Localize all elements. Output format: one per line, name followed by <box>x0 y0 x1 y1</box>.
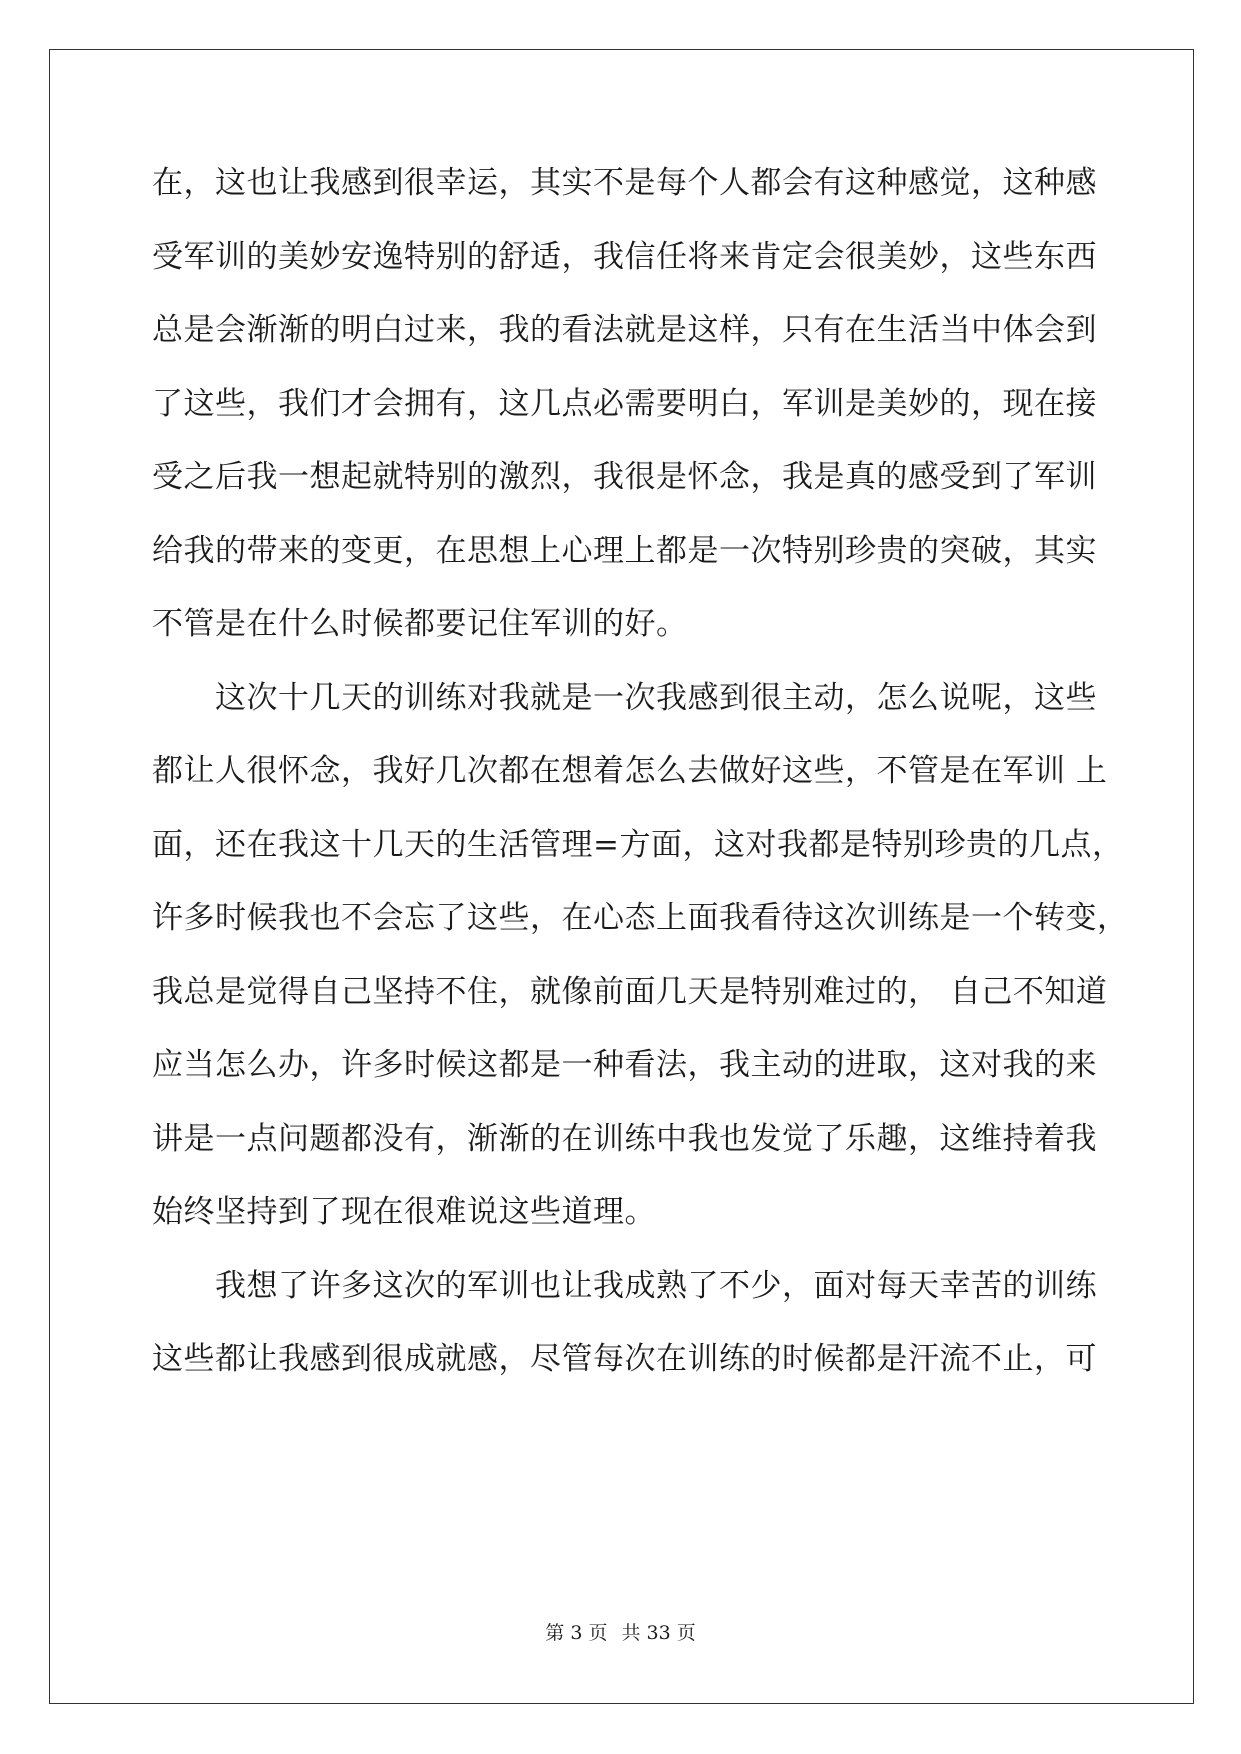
text-line: 我想了许多这次的军训也让我成熟了不少，面对每天幸苦的训练 <box>152 1267 1097 1304</box>
text-line: 这些都让我感到很成就感，尽管每次在训练的时候都是汗流不止，可 <box>152 1341 1097 1377</box>
text-line: 在，这也让我感到很幸运，其实不是每个人都会有这种感觉，这种感 <box>152 165 1097 201</box>
text-line: 许多时候我也不会忘了这些，在心态上面我看待这次训练是一个转变， <box>152 900 1129 936</box>
paragraph <box>152 1260 1097 1407</box>
total-pages: 共 33 页 <box>621 1622 696 1644</box>
paragraph <box>152 672 1129 1260</box>
text-line: 我总是觉得自己坚持不住，就像前面几天是特别难过的， 自己不知道 <box>152 973 1108 1010</box>
text-line: 总是会渐渐的明白过来，我的看法就是这样，只有在生活当中体会到 <box>152 312 1097 348</box>
text-line: 给我的带来的变更，在思想上心理上都是一次特别珍贵的突破，其实 <box>152 532 1097 569</box>
text-line: 这次十几天的训练对我就是一次我感到很主动，怎么说呢，这些 <box>152 679 1097 716</box>
text-line: 了这些，我们才会拥有，这几点必需要明白，军训是美妙的，现在接 <box>152 385 1097 422</box>
text-line: 讲是一点问题都没有，渐渐的在训练中我也发觉了乐趣，这维持着我 <box>152 1120 1097 1157</box>
text-line: 面，还在我这十几天的生活管理=方面，这对我都是特别珍贵的几点， <box>152 826 1124 863</box>
text-line: 应当怎么办，许多时候这都是一种看法，我主动的进取，这对我的来 <box>152 1047 1097 1083</box>
text-line: 始终坚持到了现在很难说这些道理。 <box>152 1194 656 1230</box>
paragraph <box>152 157 1097 672</box>
document-body <box>152 157 1129 1407</box>
text-line: 受之后我一想起就特别的激烈，我很是怀念，我是真的感受到了军训 <box>152 459 1097 495</box>
text-line: 都让人很怀念，我好几次都在想着怎么去做好这些，不管是在军训 上 <box>152 753 1108 789</box>
page-footer <box>0 1618 1241 1645</box>
text-line: 不管是在什么时候都要记住军训的好。 <box>152 606 688 642</box>
page-number: 第 3 页 <box>545 1622 608 1644</box>
text-line: 受军训的美妙安逸特别的舒适，我信任将来肯定会很美妙，这些东西 <box>152 238 1097 275</box>
